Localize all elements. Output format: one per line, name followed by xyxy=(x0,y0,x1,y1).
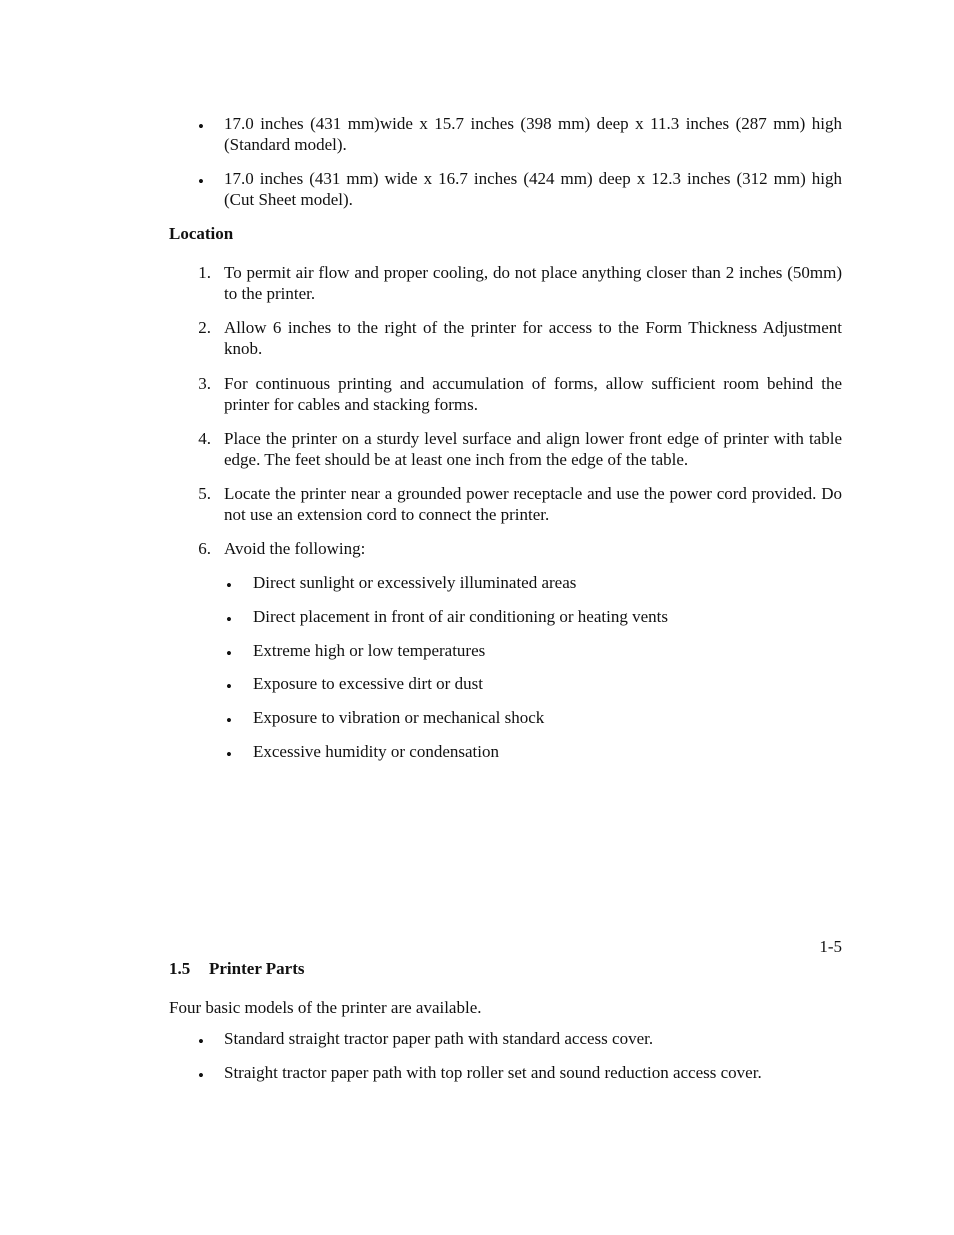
location-item-6: Avoid the following: xyxy=(224,539,366,558)
list-number: 1. xyxy=(198,263,211,282)
list-number: 5. xyxy=(198,484,211,503)
dimension-item-cut-sheet: 17.0 inches (431 mm) wide x 16.7 inches (424 mm) deep x 12.3 inches (312 mm) high (Cut Sheet model). xyxy=(224,169,842,209)
model-item: Straight tractor paper path with top roller set and sound reduction access cover. xyxy=(224,1063,762,1082)
page-number: 1-5 xyxy=(819,937,842,956)
bullet-marker: • xyxy=(198,172,204,191)
bullet-marker: • xyxy=(226,745,232,764)
avoid-item: Direct sunlight or excessively illuminated areas xyxy=(253,573,577,592)
location-item-3: For continuous printing and accumulation of forms, allow sufficient room behind the printer for cables and stacking forms. xyxy=(224,374,842,414)
avoid-item: Excessive humidity or condensation xyxy=(253,742,499,761)
bullet-marker: • xyxy=(198,1032,204,1051)
avoid-item: Exposure to excessive dirt or dust xyxy=(253,674,483,693)
location-heading: Location xyxy=(169,224,234,243)
bullet-marker: • xyxy=(198,1066,204,1085)
location-item-5: Locate the printer near a grounded power receptacle and use the power cord provided. Do not use an extension cord to connect the printer. xyxy=(224,484,842,524)
location-item-1: To permit air flow and proper cooling, do not place anything closer than 2 inches (50mm) to the printer. xyxy=(224,263,842,303)
avoid-item: Direct placement in front of air conditioning or heating vents xyxy=(253,607,668,626)
bullet-marker: • xyxy=(198,117,204,136)
avoid-item: Exposure to vibration or mechanical shock xyxy=(253,708,545,727)
list-number: 2. xyxy=(198,318,211,337)
dimension-item-standard: 17.0 inches (431 mm)wide x 15.7 inches (398 mm) deep x 11.3 inches (287 mm) high (Standard model). xyxy=(224,114,842,154)
list-number: 6. xyxy=(198,539,211,558)
bullet-marker: • xyxy=(226,711,232,730)
list-number: 3. xyxy=(198,374,211,393)
location-item-4: Place the printer on a sturdy level surface and align lower front edge of printer with table edge. The feet should be at least one inch from the edge of the table. xyxy=(224,429,842,469)
list-number: 4. xyxy=(198,429,211,448)
bullet-marker: • xyxy=(226,576,232,595)
avoid-item: Extreme high or low temperatures xyxy=(253,641,486,660)
model-item: Standard straight tractor paper path with standard access cover. xyxy=(224,1029,654,1048)
location-item-2: Allow 6 inches to the right of the printer for access to the Form Thickness Adjustment knob. xyxy=(224,318,842,358)
bullet-marker: • xyxy=(226,677,232,696)
section-number: 1.5 xyxy=(169,959,191,978)
section-intro: Four basic models of the printer are available. xyxy=(169,998,482,1017)
bullet-marker: • xyxy=(226,644,232,663)
section-heading: Printer Parts xyxy=(209,959,305,978)
bullet-marker: • xyxy=(226,610,232,629)
